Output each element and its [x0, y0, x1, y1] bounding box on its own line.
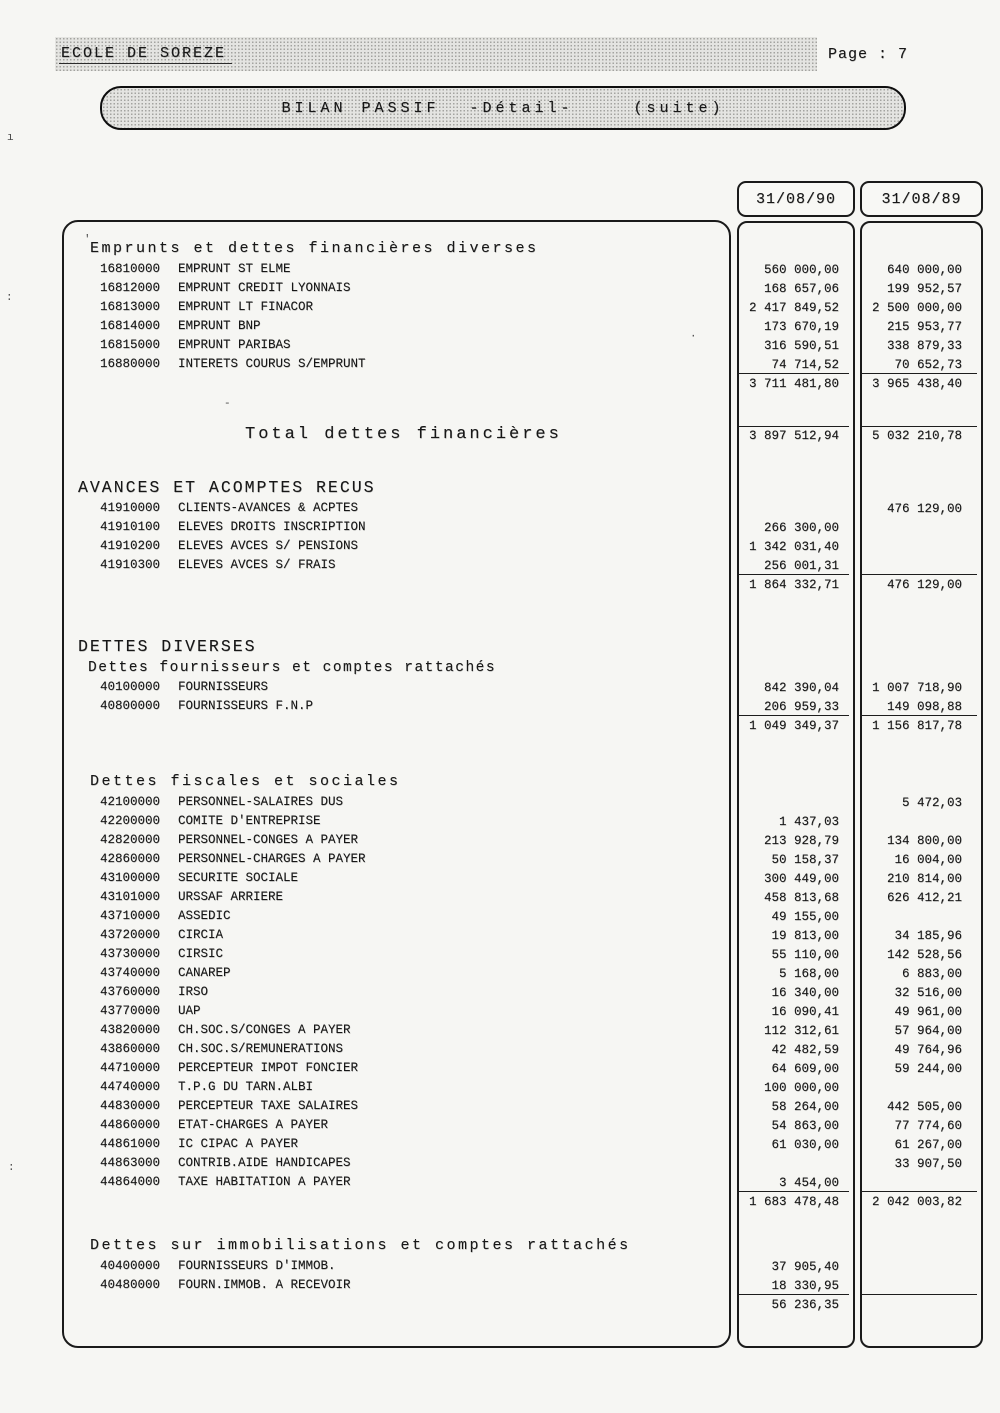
subtotal-row [62, 374, 983, 393]
value-1989: 57 964,00 [894, 1024, 962, 1038]
account-row [62, 1059, 983, 1078]
account-number: 44830000 [100, 1099, 161, 1113]
value-1990: 3 454,00 [737, 1174, 849, 1192]
account-row [62, 1040, 983, 1059]
value-1989: 134 800,00 [886, 834, 962, 848]
account-label: UAP [178, 1004, 201, 1018]
column-header-1990 [737, 181, 855, 217]
scan-artifact: - [224, 398, 231, 410]
account-number: 40100000 [100, 680, 161, 694]
account-number: 43740000 [100, 966, 161, 980]
account-row [62, 697, 983, 716]
account-number: 16810000 [100, 262, 161, 276]
account-row [62, 317, 983, 336]
account-label: CONTRIB.AIDE HANDICAPES [178, 1156, 351, 1170]
value-1990: 74 714,52 [737, 356, 849, 374]
account-label: FOURNISSEURS F.N.P [178, 699, 314, 713]
value-1990: 19 813,00 [771, 929, 839, 943]
account-row [62, 678, 983, 697]
account-label: INTERETS COURUS S/EMPRUNT [178, 357, 366, 371]
value-1990: 3 897 512,94 [737, 426, 849, 444]
account-label: PERSONNEL-CONGES A PAYER [178, 833, 359, 847]
account-number: 44864000 [100, 1175, 161, 1189]
account-number: 44710000 [100, 1061, 161, 1075]
account-number: 43101000 [100, 890, 161, 904]
value-1990: 842 390,04 [763, 681, 839, 695]
value-1990: 213 928,79 [763, 834, 839, 848]
value-1990: 458 813,68 [763, 891, 839, 905]
account-label: FOURNISSEURS D'IMMOB. [178, 1259, 336, 1273]
account-row [62, 831, 983, 850]
subtotal-row [62, 1192, 983, 1211]
account-number: 43770000 [100, 1004, 161, 1018]
account-label: URSSAF ARRIERE [178, 890, 284, 904]
section-title: AVANCES ET ACOMPTES RECUS [78, 478, 376, 497]
account-number: 42100000 [100, 795, 161, 809]
account-label: CH.SOC.S/CONGES A PAYER [178, 1023, 351, 1037]
total-label: Total dettes financières [245, 425, 562, 444]
value-1989: 476 129,00 [886, 502, 962, 516]
account-number: 16814000 [100, 319, 161, 333]
account-number: 16815000 [100, 338, 161, 352]
value-1989: 61 267,00 [894, 1138, 962, 1152]
value-1990: 300 449,00 [763, 872, 839, 886]
column-date-1989: 31/08/89 [881, 190, 962, 208]
account-row [62, 1135, 983, 1154]
section-gap [62, 735, 983, 771]
report-title-banner [100, 86, 906, 130]
value-1989 [860, 1174, 977, 1192]
account-row [62, 1078, 983, 1097]
value-1990: 37 905,40 [771, 1260, 839, 1274]
value-1990: 112 312,61 [763, 1024, 839, 1038]
value-1989: 33 907,50 [894, 1157, 962, 1171]
value-1989: 2 042 003,82 [871, 1195, 962, 1209]
account-row [62, 1154, 983, 1173]
account-number: 40400000 [100, 1259, 161, 1273]
account-row [62, 1021, 983, 1040]
account-label: CIRCIA [178, 928, 224, 942]
value-1990: 206 959,33 [737, 698, 849, 716]
account-number: 41910100 [100, 520, 161, 534]
account-number: 44860000 [100, 1118, 161, 1132]
subtotal-row [62, 1295, 983, 1314]
account-label: ELEVES AVCES S/ FRAIS [178, 558, 336, 572]
account-label: EMPRUNT ST ELME [178, 262, 291, 276]
value-1989: 3 965 438,40 [871, 377, 962, 391]
account-number: 44863000 [100, 1156, 161, 1170]
account-label: T.P.G DU TARN.ALBI [178, 1080, 314, 1094]
column-header-1989 [860, 181, 983, 217]
account-label: CLIENTS-AVANCES & ACPTES [178, 501, 359, 515]
value-1989 [860, 1079, 977, 1097]
account-row [62, 355, 983, 374]
value-1990: 61 030,00 [771, 1138, 839, 1152]
account-number: 42200000 [100, 814, 161, 828]
account-label: CH.SOC.S/REMUNERATIONS [178, 1042, 344, 1056]
account-number: 43730000 [100, 947, 161, 961]
account-row [62, 926, 983, 945]
account-label: EMPRUNT LT FINACOR [178, 300, 314, 314]
account-number: 42860000 [100, 852, 161, 866]
section-title: Emprunts et dettes financières diverses [90, 240, 539, 257]
value-1990: 168 657,06 [763, 282, 839, 296]
value-1990 [737, 500, 849, 518]
account-label: ELEVES DROITS INSCRIPTION [178, 520, 366, 534]
value-1990: 173 670,19 [763, 320, 839, 334]
section-gap [62, 393, 983, 421]
account-number: 43860000 [100, 1042, 161, 1056]
value-1990: 54 863,00 [771, 1119, 839, 1133]
account-row [62, 1257, 983, 1276]
value-1990: 316 590,51 [763, 339, 839, 353]
value-1989 [860, 1296, 977, 1314]
account-label: PERCEPTEUR TAXE SALAIRES [178, 1099, 359, 1113]
value-1989: 34 185,96 [894, 929, 962, 943]
section-title: Dettes fiscales et sociales [90, 773, 401, 790]
account-row [62, 537, 983, 556]
account-label: EMPRUNT CREDIT LYONNAIS [178, 281, 351, 295]
account-label: SECURITE SOCIALE [178, 871, 299, 885]
value-1990: 16 340,00 [771, 986, 839, 1000]
account-label: TAXE HABITATION A PAYER [178, 1175, 351, 1189]
account-number: 42820000 [100, 833, 161, 847]
value-1989: 5 032 210,78 [860, 426, 977, 444]
value-1989: 210 814,00 [886, 872, 962, 886]
value-1990: 560 000,00 [763, 263, 839, 277]
account-label: CIRSIC [178, 947, 224, 961]
account-row [62, 1276, 983, 1295]
header-band [55, 37, 817, 71]
value-1989: 199 952,57 [886, 282, 962, 296]
scan-artifact: ı [7, 132, 14, 144]
value-1990: 58 264,00 [771, 1100, 839, 1114]
value-1990: 18 330,95 [737, 1277, 849, 1295]
account-label: PERSONNEL-CHARGES A PAYER [178, 852, 366, 866]
account-label: ELEVES AVCES S/ PENSIONS [178, 539, 359, 553]
account-number: 43820000 [100, 1023, 161, 1037]
account-row [62, 556, 983, 575]
value-1989: 77 774,60 [894, 1119, 962, 1133]
account-label: COMITE D'ENTREPRISE [178, 814, 321, 828]
value-1990: 64 609,00 [771, 1062, 839, 1076]
value-1990: 55 110,00 [771, 948, 839, 962]
account-row [62, 907, 983, 926]
account-row [62, 869, 983, 888]
value-1990: 1 049 349,37 [748, 719, 839, 733]
account-number: 44740000 [100, 1080, 161, 1094]
value-1990: 100 000,00 [763, 1081, 839, 1095]
value-1989 [860, 908, 977, 926]
page-number-label: Page : 7 [828, 46, 909, 63]
account-row [62, 964, 983, 983]
value-1990: 266 300,00 [763, 521, 839, 535]
account-label: CANAREP [178, 966, 231, 980]
value-1989: 70 652,73 [860, 356, 977, 374]
value-1989: 442 505,00 [886, 1100, 962, 1114]
report-title: BILAN PASSIF -Détail- (suite) [281, 99, 725, 117]
account-number: 16880000 [100, 357, 161, 371]
value-1989: 49 764,96 [894, 1043, 962, 1057]
account-number: 40800000 [100, 699, 161, 713]
account-label: FOURNISSEURS [178, 680, 269, 694]
account-row [62, 298, 983, 317]
value-1989: 1 007 718,90 [871, 681, 962, 695]
value-1989: 215 953,77 [886, 320, 962, 334]
report-body [62, 238, 983, 1314]
account-number: 41910300 [100, 558, 161, 572]
account-row [62, 1116, 983, 1135]
account-label: EMPRUNT BNP [178, 319, 261, 333]
account-label: IRSO [178, 985, 209, 999]
value-1990: 2 417 849,52 [748, 301, 839, 315]
school-name: ECOLE DE SOREZE [59, 45, 232, 64]
account-row [62, 888, 983, 907]
account-label: EMPRUNT PARIBAS [178, 338, 291, 352]
account-row [62, 945, 983, 964]
account-row [62, 279, 983, 298]
value-1989: 6 883,00 [901, 967, 962, 981]
total-row [62, 421, 983, 447]
value-1989: 142 528,56 [886, 948, 962, 962]
account-row [62, 850, 983, 869]
value-1990 [737, 794, 849, 812]
account-number: 43760000 [100, 985, 161, 999]
value-1989: 2 500 000,00 [871, 301, 962, 315]
value-1989: 5 472,03 [901, 796, 962, 810]
value-1990: 1 683 478,48 [748, 1195, 839, 1209]
value-1990: 49 155,00 [771, 910, 839, 924]
value-1989 [860, 1277, 977, 1295]
value-1989: 32 516,00 [894, 986, 962, 1000]
account-number: 40480000 [100, 1278, 161, 1292]
value-1989 [860, 813, 977, 831]
value-1989: 59 244,00 [894, 1062, 962, 1076]
account-number: 44861000 [100, 1137, 161, 1151]
account-label: PERSONNEL-SALAIRES DUS [178, 795, 344, 809]
value-1990: 3 711 481,80 [748, 377, 839, 391]
account-row [62, 793, 983, 812]
account-row [62, 1097, 983, 1116]
section-title: DETTES DIVERSES [78, 637, 257, 656]
subtotal-row [62, 716, 983, 735]
value-1989 [860, 557, 977, 575]
account-row [62, 1002, 983, 1021]
account-row [62, 518, 983, 537]
value-1990: 1 437,03 [778, 815, 839, 829]
account-label: FOURN.IMMOB. A RECEVOIR [178, 1278, 351, 1292]
section-gap [62, 447, 983, 477]
account-number: 41910000 [100, 501, 161, 515]
account-row [62, 812, 983, 831]
value-1989: 16 004,00 [894, 853, 962, 867]
account-number: 41910200 [100, 539, 161, 553]
value-1990: 50 158,37 [771, 853, 839, 867]
account-label: PERCEPTEUR IMPOT FONCIER [178, 1061, 359, 1075]
value-1990 [737, 1155, 849, 1173]
value-1990: 5 168,00 [778, 967, 839, 981]
account-number: 43100000 [100, 871, 161, 885]
account-label: ASSEDIC [178, 909, 231, 923]
scan-artifact: : [8, 1162, 15, 1174]
account-label: ETAT-CHARGES A PAYER [178, 1118, 329, 1132]
value-1990: 256 001,31 [737, 557, 849, 575]
account-number: 43710000 [100, 909, 161, 923]
subtotal-row [62, 575, 983, 594]
value-1989: 149 098,88 [860, 698, 977, 716]
value-1990: 1 864 332,71 [748, 578, 839, 592]
value-1989: 49 961,00 [894, 1005, 962, 1019]
section-gap [62, 594, 983, 636]
value-1989: 476 129,00 [886, 578, 962, 592]
account-label: IC CIPAC A PAYER [178, 1137, 299, 1151]
value-1989: 338 879,33 [886, 339, 962, 353]
account-row [62, 1173, 983, 1192]
value-1990: 16 090,41 [771, 1005, 839, 1019]
account-number: 16813000 [100, 300, 161, 314]
section-title: Dettes sur immobilisations et comptes rattachés [90, 1237, 631, 1254]
account-row [62, 260, 983, 279]
value-1990: 42 482,59 [771, 1043, 839, 1057]
value-1989: 626 412,21 [886, 891, 962, 905]
value-1989 [860, 519, 977, 537]
value-1989 [860, 1258, 977, 1276]
value-1989: 1 156 817,78 [871, 719, 962, 733]
value-1989: 640 000,00 [886, 263, 962, 277]
section-gap [62, 1211, 983, 1235]
value-1989 [860, 538, 977, 556]
scan-artifact: : [6, 292, 13, 304]
account-row [62, 499, 983, 518]
value-1990: 56 236,35 [771, 1298, 839, 1312]
account-row [62, 983, 983, 1002]
account-row [62, 336, 983, 355]
value-1990: 1 342 031,40 [748, 540, 839, 554]
account-number: 43720000 [100, 928, 161, 942]
column-date-1990: 31/08/90 [755, 190, 836, 208]
scan-artifact: ' [84, 234, 91, 246]
account-number: 16812000 [100, 281, 161, 295]
section-title: Dettes fournisseurs et comptes rattachés [88, 660, 497, 676]
scan-artifact: · [690, 331, 697, 343]
